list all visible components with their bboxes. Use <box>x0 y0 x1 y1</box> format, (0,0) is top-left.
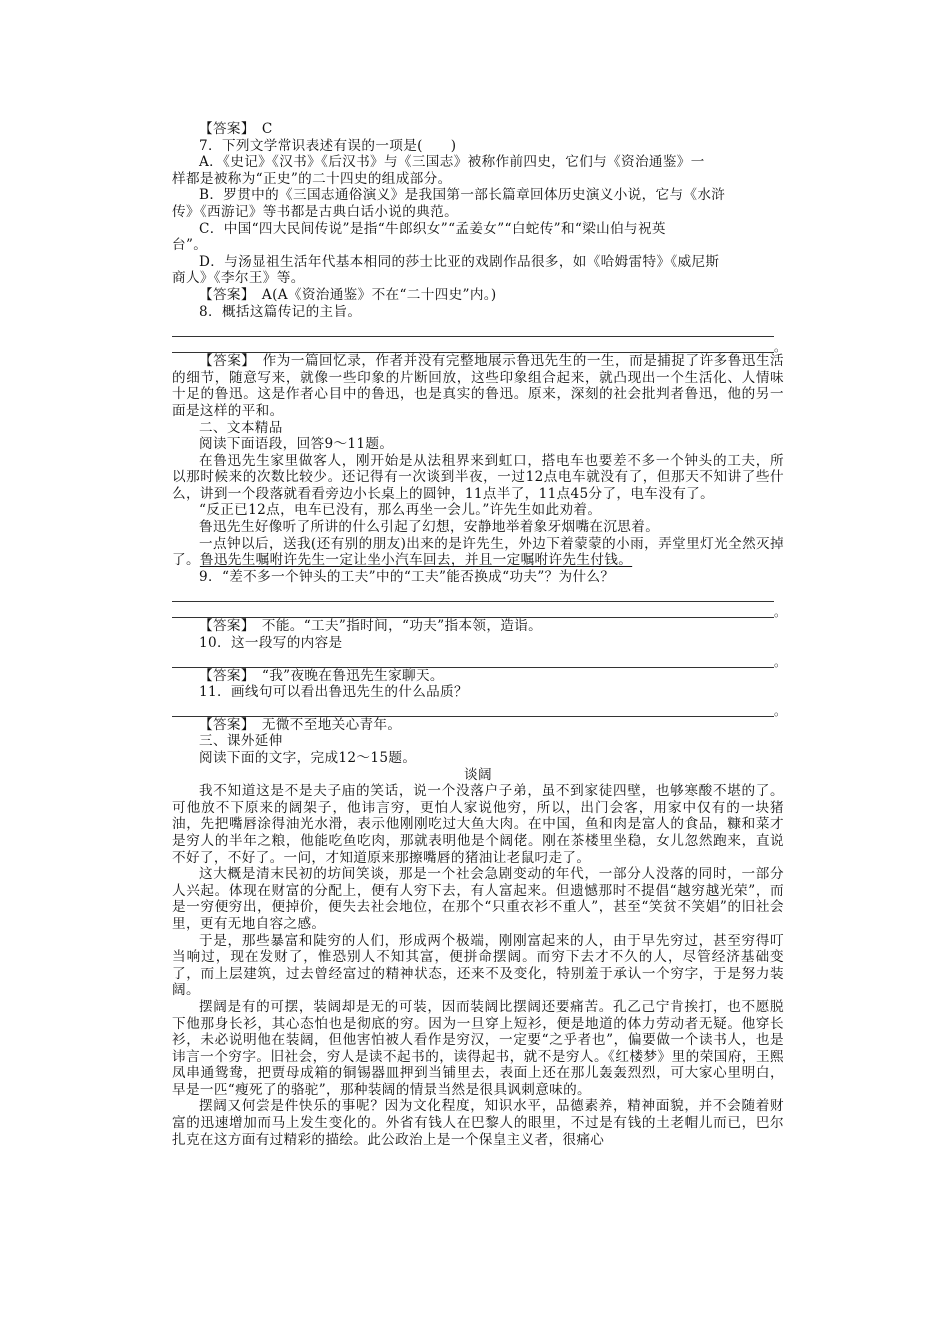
q8-period: 。 <box>774 340 787 355</box>
q7-option-d-cont: 商人》《李尔王》等。 <box>172 270 305 287</box>
q8-answer: 【答案】 作为一篇回忆录，作者并没有完整地展示鲁迅先生的一生，而是捕捉了许多鲁迅生活的细节，随意写来，就像一些印象的片断回放，这些印象组合起来，就凸现出一个生活化、人情味十足的鲁迅。这是作者心目中的鲁迅，也是真实的鲁迅。原来，深刻的社会批判者鲁迅，他的另一面是这样的平和。 <box>172 353 784 419</box>
q11-answer: 【答案】 无微不至地关心青年。 <box>199 716 402 733</box>
q8-answer-line-1[interactable] <box>172 320 774 337</box>
essay-paragraph-1: 我不知道这是不是夫子庙的笑话，说一个没落户子弟，虽不到家徒四壁，也够寒酸不堪的了。可他放不下原来的阔架子，他讳言穷，更怕人家说他穷，所以，出门会客，用家中仅有的一块猪油，先把嘴唇涂得油光水滑，表示他刚刚吃过大鱼大肉。在中国，鱼和肉是富人的食品，糠和菜才是穷人的半年之粮，他能吃鱼吃肉，那就表明他是个阔佬。刚在茶楼里坐稳，女儿忽然跑来，直说不好了，不好了。一问，才知道原来那擦嘴唇的猪油让老鼠叼走了。 <box>172 783 784 866</box>
q10-answer: 【答案】 “我”夜晚在鲁迅先生家聊天。 <box>199 667 444 684</box>
passage-paragraph-2: “反正已12点，电车已没有，那么再坐一会儿。”许先生如此劝着。 <box>199 502 602 519</box>
q9-answer-line-1[interactable] <box>172 585 774 602</box>
q11-stem: 11．画线句可以看出鲁迅先生的什么品质？ <box>199 684 468 701</box>
q7-option-c-cont: 台”。 <box>172 237 208 254</box>
passage-paragraph-1: 在鲁迅先生家里做客人，刚开始是从法租界来到虹口，搭电车也要差不多一个钟头的工夫，所以那时候来的次数比较少。还记得有一次谈到半夜，一过12点电车就没有了，但那天不知讲了些什么，讲到一个段落就看看旁边小长桌上的圆钟，11点半了，11点45分了，电车没有了。 <box>172 452 784 502</box>
essay-paragraph-2: 这大概是清末民初的坊间笑谈，那是一个社会急剧变动的年代，一部分人没落的同时，一部分人兴起。体现在财富的分配上，便有人穷下去，有人富起来。但遗憾那时不提倡“越穷越光荣”，而是一穷便穷出，便掉价，便失去社会地位，在那个“只重衣衫不重人”，甚至“笑贫不笑娼”的旧社会里，更有无地自容之感。 <box>172 866 784 932</box>
essay-paragraph-3: 于是，那些暴富和陡穷的人们，形成两个极端，刚刚富起来的人，由于早先穷过，甚至穷得叮当响过，现在发财了，惟恐别人不知其富，便拼命摆阔。而穷下去才不久的人，尽管经济基础变了，而上层建筑，过去曾经富过的精神状态，还来不及变化，特别羞于承认一个穷字，于是努力装阔。 <box>172 932 784 999</box>
q10-answer-line[interactable] <box>172 652 787 669</box>
section2-intro: 阅读下面语段，回答9～11题。 <box>199 436 394 453</box>
q8-stem: 8．概括这篇传记的主旨。 <box>199 303 362 320</box>
passage-paragraph-4-text: 一点钟以后，送我(还有别的朋友)出来的是许先生，外边下着蒙蒙的小雨，弄堂里灯光全然灭掉了。 <box>172 535 784 569</box>
q7-answer: 【答案】 A(A《资治通鉴》不在“二十四史”内。) <box>199 286 497 303</box>
q7-option-a-cont: 样都是被称为“正史”的二十四史的组成部分。 <box>172 170 452 187</box>
q6-answer: 【答案】 C <box>199 121 273 137</box>
passage-paragraph-4 <box>172 536 784 569</box>
q8-answer-line-2[interactable] <box>172 337 787 355</box>
q7-option-d: D．与汤显祖生活年代基本相同的莎士比亚的戏剧作品很多，如《哈姆雷特》《威尼斯 <box>199 253 720 270</box>
q7-option-a: A．《史记》《汉书》《后汉书》与《三国志》被称作前四史，它们与《资治通鉴》一 <box>199 154 705 171</box>
q10-stem: 10．这一段写的内容是 <box>199 635 343 652</box>
q11-period: 。 <box>774 703 787 718</box>
q9-answer-line-2[interactable] <box>172 602 787 620</box>
q10-period: 。 <box>774 654 787 669</box>
q7-stem: 7．下列文学常识表述有误的一项是( ) <box>199 137 457 154</box>
document-page <box>172 121 787 1148</box>
q7-option-c: C．中国“四大民间传说”是指“牛郎织女”“孟姜女”“白蛇传”和“梁山伯与祝英 <box>199 220 666 237</box>
section2-heading: 二、文本精品 <box>199 419 283 436</box>
essay-title: 谈阔 <box>464 766 492 783</box>
section3-intro: 阅读下面的文字，完成12～15题。 <box>199 750 417 766</box>
q9-answer: 【答案】 不能。“工夫”指时间，“功夫”指本领，造诣。 <box>199 618 543 635</box>
underlined-sentence: 鲁迅先生嘱咐许先生一定让坐小汽车回去，并且一定嘱咐许先生付钱。 <box>199 552 633 569</box>
essay-paragraph-4: 摆阔是有的可摆，装阔却是无的可装，因而装阔比摆阔还要痛苦。孔乙己宁肯挨打，也不愿脱下他那身长衫，其心态怕也是彻底的穷。因为一旦穿上短衫，便是地道的体力劳动者无疑。他穿长衫，未必说明他在装阔，但他害怕被人看作是穷汉，一定要“之乎者也”，偏要做一个读书人，也是讳言一个穷字。旧社会，穷人是读不起书的，读得起书，就不是穷人。《红楼梦》里的荣国府，王熙凤串通鸳鸯，把贾母成箱的铜锡器皿押到当铺里去，表面上还在那儿轰轰烈烈，可大家心里明白，早是一匹“瘦死了的骆驼”，那种装阔的情景当然是很具讽刺意味的。 <box>172 998 784 1098</box>
passage-paragraph-3: 鲁迅先生好像听了所讲的什么引起了幻想，安静地举着象牙烟嘴在沉思着。 <box>199 519 660 536</box>
q11-answer-line[interactable] <box>172 701 787 718</box>
section3-heading: 三、课外延伸 <box>199 733 283 750</box>
q9-stem: 9．“差不多一个钟头的工夫”中的“工夫”能否换成“功夫”？为什么？ <box>199 568 615 585</box>
essay-paragraph-5: 摆阔又何尝是件快乐的事呢？因为文化程度，知识水平，品德素养，精神面貌，并不会随着财富的迅速增加而马上发生变化的。外省有钱人在巴黎人的眼里，不过是有钱的土老帽儿而已，巴尔扎克在这方面有过精彩的描绘。此公政治上是一个保皇主义者，很痛心 <box>172 1098 784 1148</box>
q7-option-b: B．罗贯中的《三国志通俗演义》是我国第一部长篇章回体历史演义小说，它与《水浒 <box>199 187 726 204</box>
q9-period: 。 <box>774 605 787 620</box>
q7-option-b-cont: 传》《西游记》等书都是古典白话小说的典范。 <box>172 203 459 220</box>
